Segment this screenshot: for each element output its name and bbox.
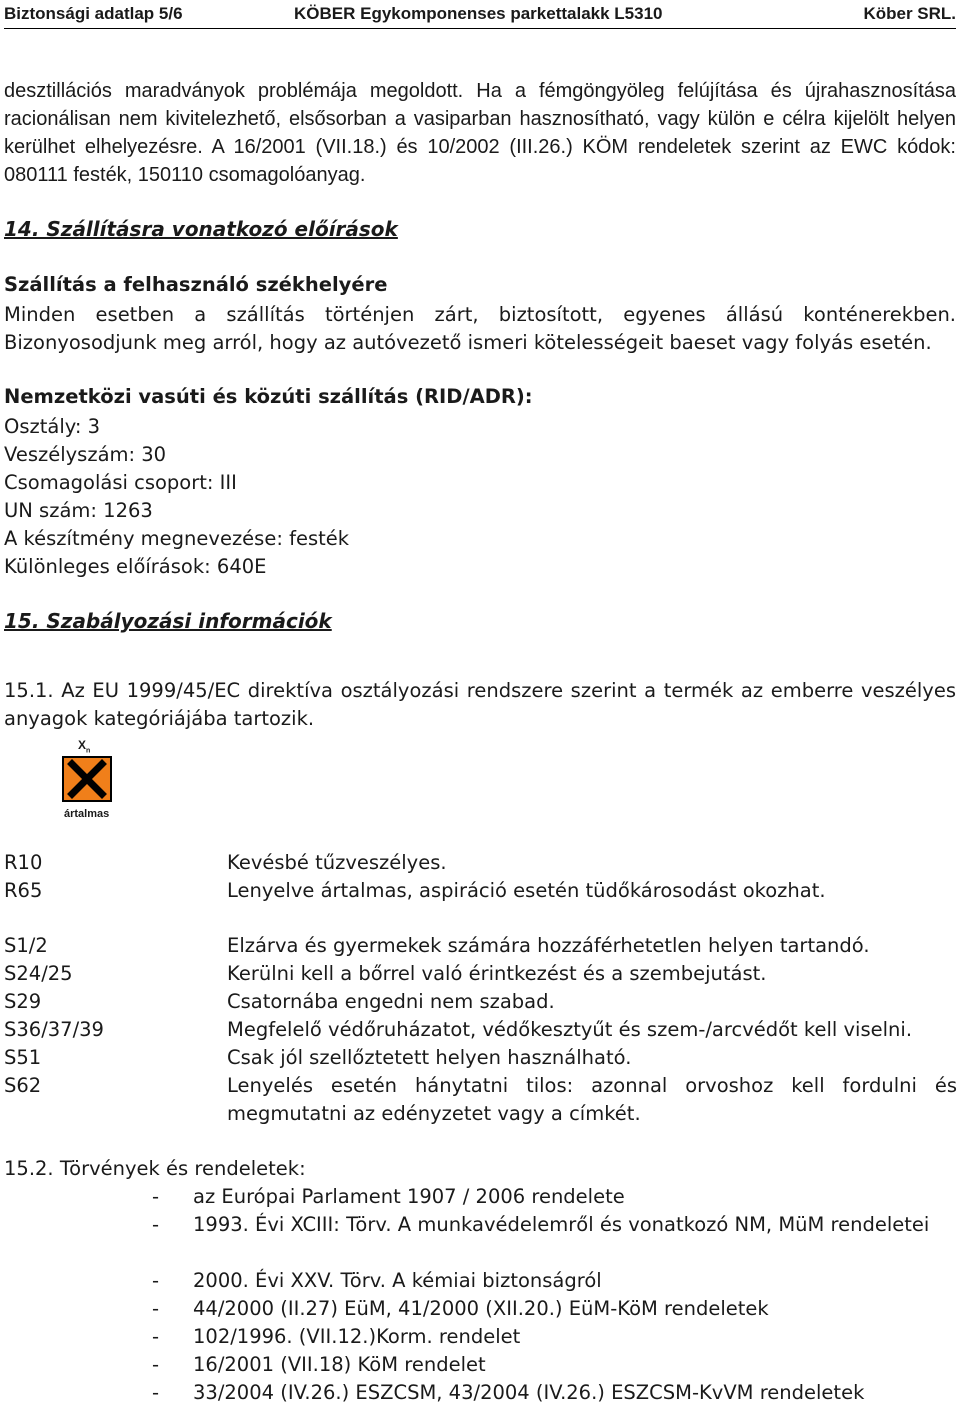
harmful-cross-icon xyxy=(62,756,112,802)
s-phrase-text: Megfelelő védőruházatot, védőkesztyűt és szem-/arcvédőt kell viselni. xyxy=(227,1018,913,1041)
s-phrase-text: Csak jól szellőztetett helyen használható. xyxy=(227,1046,632,1069)
s-phrase-text: Csatornába engedni nem szabad. xyxy=(227,990,555,1013)
header-product-name: KÖBER Egykomponenses parkettalakk L5310 xyxy=(294,4,663,23)
law-list-item xyxy=(152,1211,957,1239)
law-list-item xyxy=(152,1267,957,1295)
intro-paragraph: desztillációs maradványok problémája megoldott. Ha a fémgöngyöleg felújítása és újrahasznosítása racionálisan nem kivitelezhető, elsősorban a vasiparban hasznosítható, vagy külön e célra kijelölt helyen kerülhet elhelyezésre. A 16/2001 (VII.18.) és 10/2002 (III.26.) KÖM rendeletek szerint az EWC kódok: 080111 festék, 150110 csomagolóanyag. xyxy=(4,80,956,186)
s-phrase-code: S29 xyxy=(4,990,42,1013)
laws-title: 15.2. Törvények és rendeletek: xyxy=(4,1157,306,1180)
law-list-item xyxy=(152,1183,957,1211)
law-text: 2000. Évi XXV. Törv. A kémiai biztonságról xyxy=(193,1269,602,1292)
list-dash: - xyxy=(152,1297,160,1320)
list-dash: - xyxy=(152,1381,160,1404)
header-company: Köber SRL. xyxy=(863,4,956,23)
hazard-label: ártalmas xyxy=(64,808,110,820)
r-phrase-code: R10 xyxy=(4,851,43,874)
s-phrase-code: S51 xyxy=(4,1046,42,1069)
section-14-paragraph: Minden esetben a szállítás történjen zárt, biztosított, egyenes állású konténerekben. Bizonyosodjunk meg arról, hogy az autóvezető ismeri kötelességeit baeset vagy folyás esetén. xyxy=(4,303,956,354)
law-text: 44/2000 (II.27) EüM, 41/2000 (XII.20.) EüM-KöM rendeletek xyxy=(193,1297,769,1320)
list-dash: - xyxy=(152,1325,160,1348)
law-text: 33/2004 (IV.26.) ESZCSM, 43/2004 (IV.26.) ESZCSM-KvVM rendeletek xyxy=(193,1381,865,1404)
section-14-subtitle: Szállítás a felhasználó székhelyére xyxy=(4,273,388,296)
section-14-title: 14. Szállításra vonatkozó előírások xyxy=(4,217,398,241)
r-phrase-text: Lenyelve ártalmas, aspiráció esetén tüdőkárosodást okozhat. xyxy=(227,879,826,902)
s-phrase-code: S1/2 xyxy=(4,934,48,957)
s-phrase-code: S24/25 xyxy=(4,962,73,985)
s-phrase-text: Elzárva és gyermekek számára hozzáférhetetlen helyen tartandó. xyxy=(227,934,870,957)
transport-product-name: A készítmény megnevezése: festék xyxy=(4,527,350,550)
r-phrase-code: R65 xyxy=(4,879,43,902)
law-text: 1993. Évi XCIII: Törv. A munkavédelemről és vonatkozó NM, MüM rendeletei xyxy=(193,1213,930,1236)
law-list-item xyxy=(152,1351,957,1379)
section-15-1-paragraph: 15.1. Az EU 1999/45/EC direktíva osztályozási rendszere szerint a termék az emberre veszélyes anyagok kategóriájába tartozik. xyxy=(4,679,956,730)
s-phrase-code: S36/37/39 xyxy=(4,1018,104,1041)
transport-packing-group: Csomagolási csoport: III xyxy=(4,471,237,494)
hazard-code: $X_n$ xyxy=(78,738,91,755)
transport-hazard-number: Veszélyszám: 30 xyxy=(4,443,167,466)
law-text: az Európai Parlament 1907 / 2006 rendelete xyxy=(193,1185,625,1208)
transport-un-number: UN szám: 1263 xyxy=(4,499,153,522)
law-text: 16/2001 (VII.18) KöM rendelet xyxy=(193,1353,486,1376)
list-dash: - xyxy=(152,1353,160,1376)
law-list-item xyxy=(152,1379,957,1407)
transport-class: Osztály: 3 xyxy=(4,415,101,438)
s-phrase-code: S62 xyxy=(4,1074,42,1097)
law-text: 102/1996. (VII.12.)Korm. rendelet xyxy=(193,1325,521,1348)
header-doc-page: Biztonsági adatlap 5/6 xyxy=(4,4,183,23)
r-phrase-text: Kevésbé tűzveszélyes. xyxy=(227,851,447,874)
law-list-item xyxy=(152,1323,957,1351)
transport-special-provisions: Különleges előírások: 640E xyxy=(4,555,267,578)
section-15-title: 15. Szabályozási információk xyxy=(4,609,332,633)
hazard-symbol xyxy=(60,738,120,824)
page-header xyxy=(4,4,956,29)
s-phrase-text: Lenyelés esetén hánytatni tilos: azonnal orvoshoz kell fordulni és megmutatni az edényzetet vagy a címkét. xyxy=(227,1074,957,1125)
list-dash: - xyxy=(152,1213,160,1236)
list-dash: - xyxy=(152,1269,160,1292)
list-dash: - xyxy=(152,1185,160,1208)
transport-title: Nemzetközi vasúti és közúti szállítás (RID/ADR): xyxy=(4,385,533,408)
law-list-item xyxy=(152,1295,957,1323)
s-phrase-text: Kerülni kell a bőrrel való érintkezést és a szembejutást. xyxy=(227,962,767,985)
